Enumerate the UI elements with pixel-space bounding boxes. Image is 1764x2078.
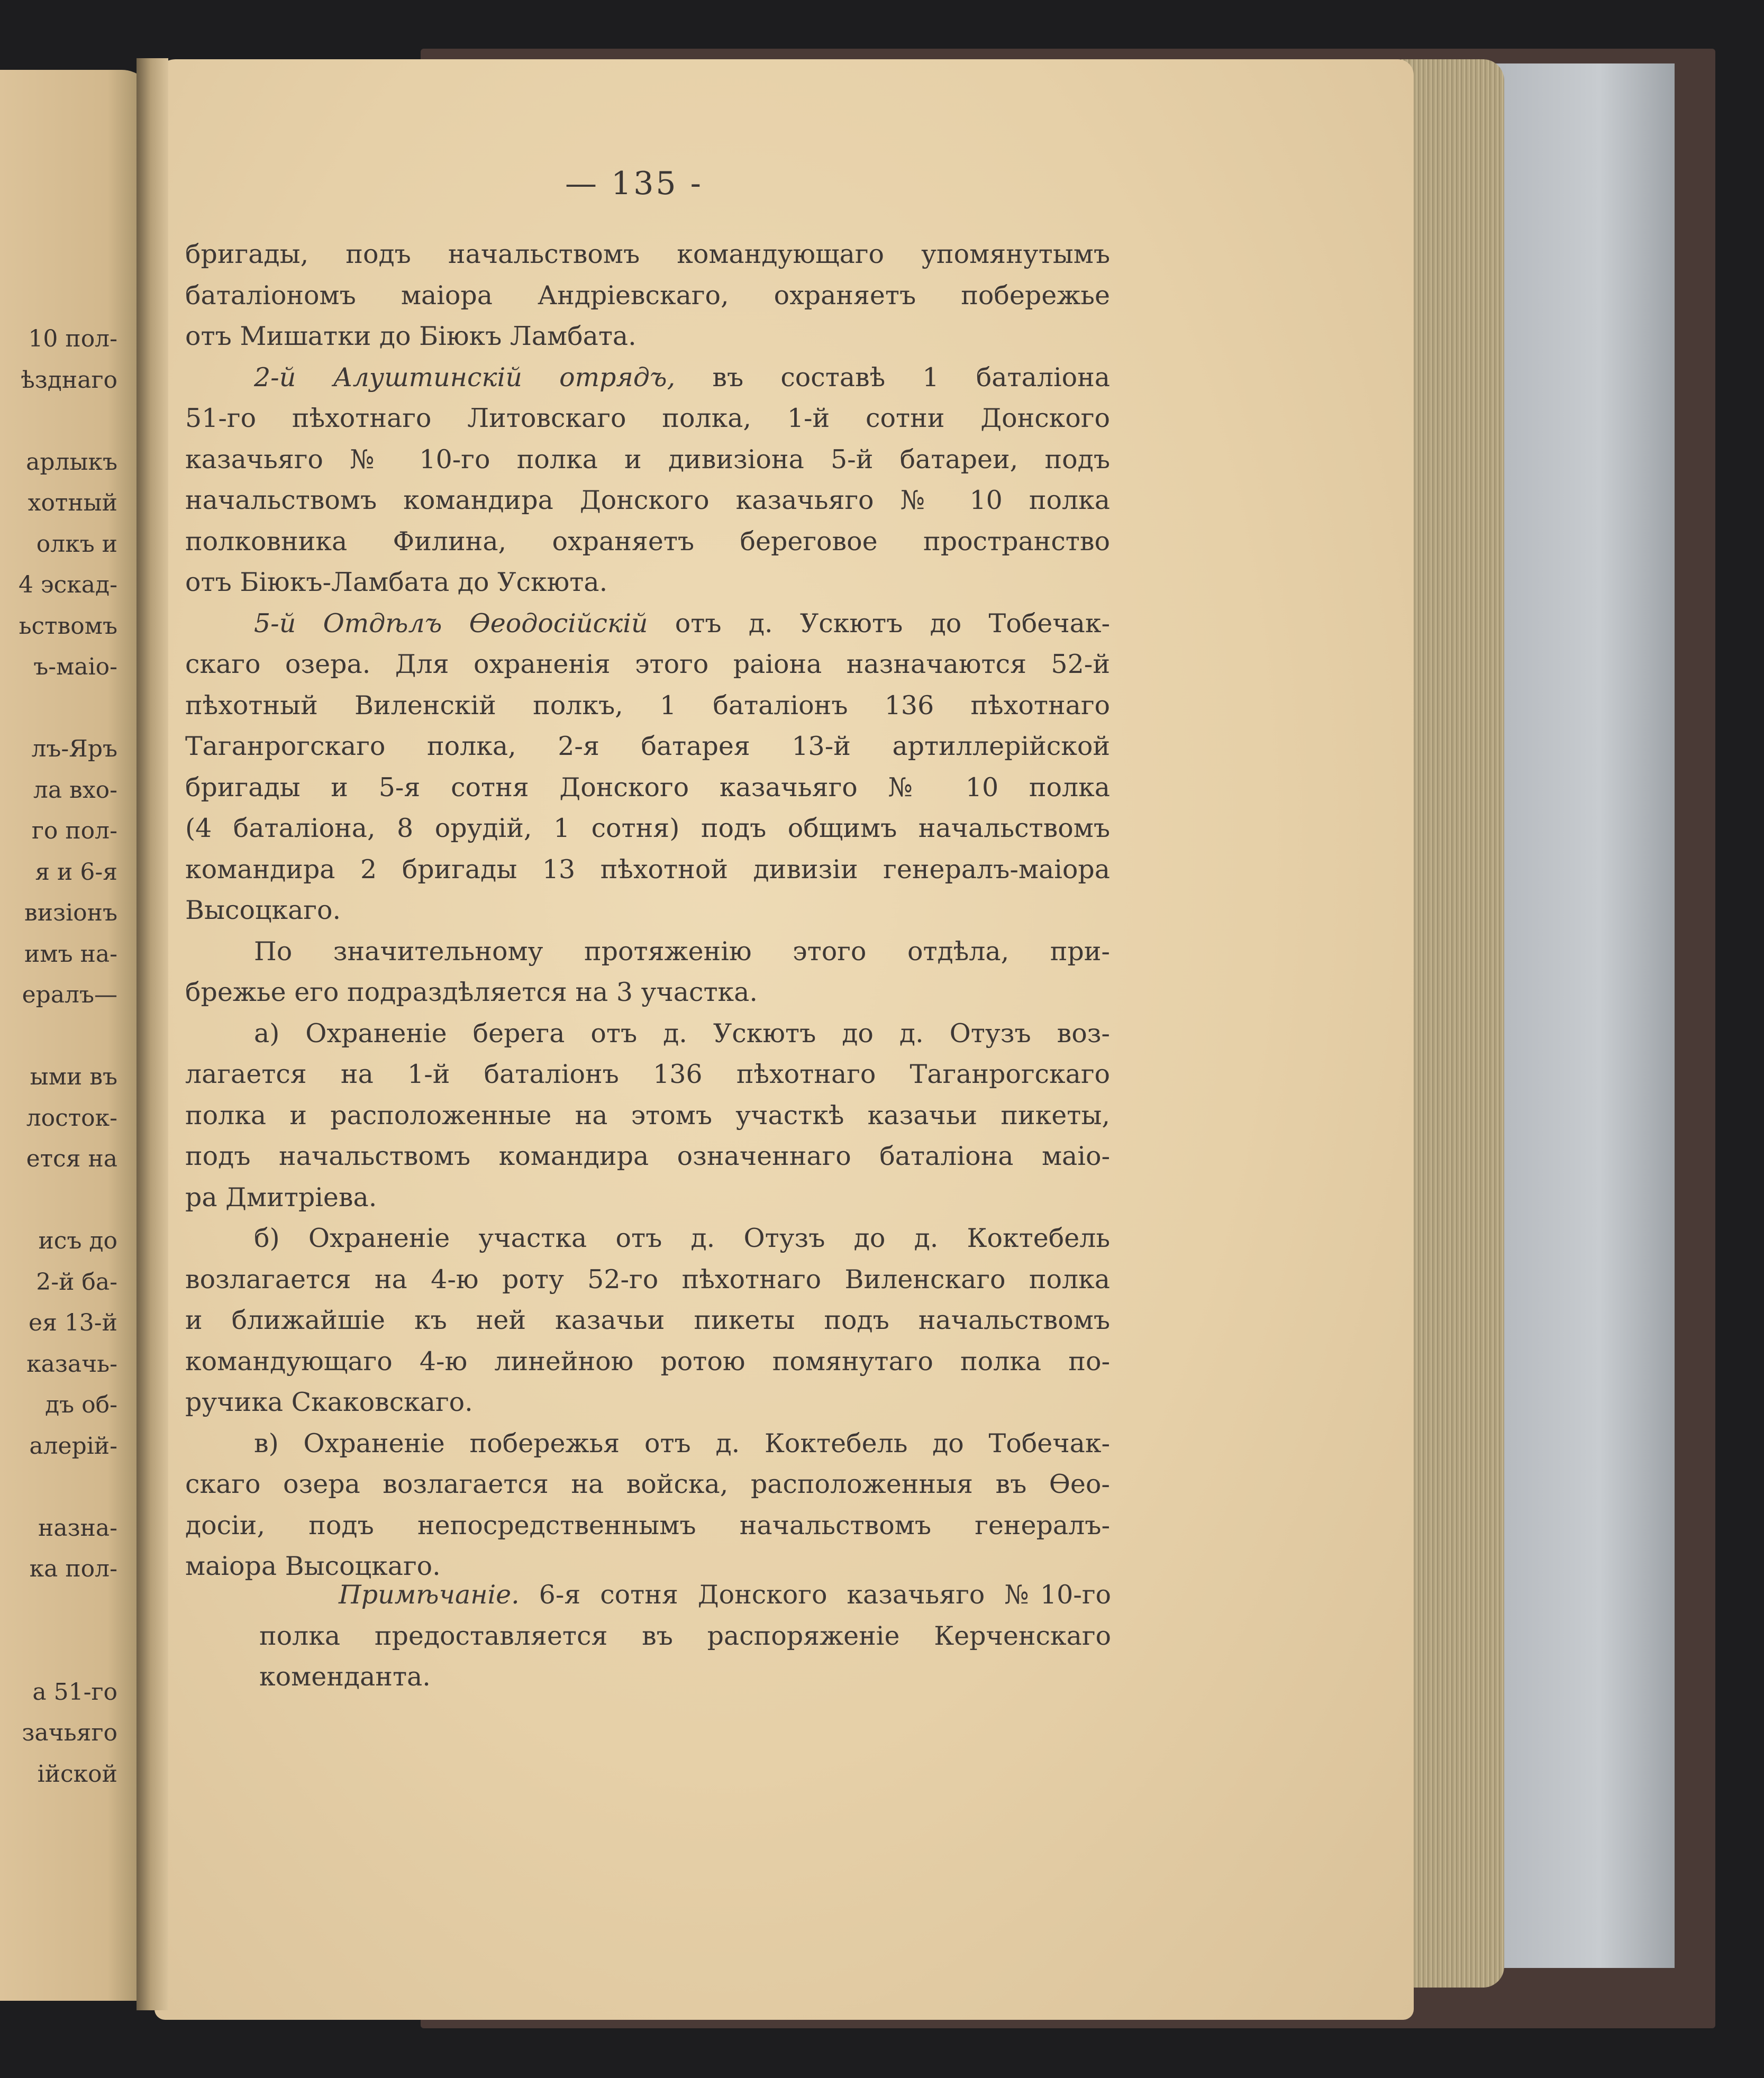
left-page-line: ла вхо- xyxy=(33,776,117,804)
left-page-line: ыми въ xyxy=(30,1063,117,1090)
text-line: ра Дмитріева. xyxy=(185,1182,377,1213)
left-page-line: визіонъ xyxy=(24,899,117,926)
text-line: По значительному протяженію этого отдѣла, при- xyxy=(254,936,1110,967)
left-page-line: ъ-маіо- xyxy=(33,653,117,680)
text-line: полка и расположенные на этомъ участкѣ казачьи пикеты, xyxy=(185,1100,1110,1131)
left-page-line: ка пол- xyxy=(29,1555,117,1582)
text-line: лагается на 1-й баталіонъ 136 пѣхотнаго Таганрогскаго xyxy=(185,1059,1110,1089)
left-page-line: 2-й ба- xyxy=(36,1268,117,1296)
text-line: а) Охраненіе берега отъ д. Ускютъ до д. Отузъ воз- xyxy=(254,1018,1110,1049)
text-line: Высоцкаго. xyxy=(185,895,341,925)
left-page-line: ьствомъ xyxy=(19,612,117,640)
footnote xyxy=(259,1574,1111,1698)
left-page-text xyxy=(0,318,117,1794)
left-page-line: а 51-го xyxy=(32,1678,117,1706)
left-page-line: имъ на- xyxy=(24,940,117,968)
left-page-line: назна- xyxy=(38,1514,117,1542)
text-line: коменданта. xyxy=(259,1662,431,1692)
page-number: — 135 - xyxy=(565,165,703,202)
text-line: полка предоставляется въ распоряженіе Керченскаго xyxy=(259,1620,1111,1651)
left-page-line: ея 13-й xyxy=(29,1309,117,1336)
section-heading: 5-й Отдѣлъ Ѳеодосійскій xyxy=(254,608,648,639)
text-line: ручика Скаковскаго. xyxy=(185,1387,473,1417)
left-page-line: олкъ и xyxy=(36,530,117,558)
text-line: командующаго 4-ю линейною ротою помянутаго полка по- xyxy=(185,1346,1110,1377)
left-page-line: ѣзднаго xyxy=(21,366,117,394)
note-label: Примѣчаніе. xyxy=(339,1580,520,1610)
text-line: баталіономъ маіора Андріевскаго, охраняетъ побережье xyxy=(185,280,1110,311)
left-page xyxy=(0,70,153,2001)
text-line: 51-го пѣхотнаго Литовскаго полка, 1-й сотни Донского xyxy=(185,403,1110,433)
left-page-line: я и 6-я xyxy=(35,858,117,886)
text-line: скаго озера. Для охраненія этого раіона назначаются 52-й xyxy=(185,649,1110,679)
text-line: возлагается на 4-ю роту 52-го пѣхотнаго Виленскаго полка xyxy=(185,1264,1110,1295)
left-page-line xyxy=(0,1630,117,1672)
book-gutter xyxy=(137,58,168,2010)
left-page-line: алерій- xyxy=(29,1432,117,1460)
left-page-line xyxy=(0,1180,117,1221)
text-line: б) Охраненіе участка отъ д. Отузъ до д. Коктебель xyxy=(254,1223,1110,1253)
left-page-line: ералъ— xyxy=(22,981,117,1008)
left-page-line: исъ до xyxy=(38,1227,117,1254)
left-page-line xyxy=(0,1016,117,1057)
text-line: скаго озера возлагается на войска, расположенныя въ Ѳео- xyxy=(185,1469,1110,1499)
text-line: и ближайшіе къ ней казачьи пикеты подъ начальствомъ xyxy=(185,1305,1110,1335)
text-line: (4 баталіона, 8 орудій, 1 сотня) подъ общимъ начальствомъ xyxy=(185,813,1110,843)
text-line: бригады и 5-я сотня Донского казачьяго № 10 полка xyxy=(185,772,1110,803)
text-line: 2-й Алуштинскій отрядъ, въ составѣ 1 баталіона xyxy=(254,362,1110,393)
left-page-line: ется на xyxy=(26,1145,117,1172)
section-heading: 2-й Алуштинскій отрядъ, xyxy=(254,362,676,393)
text-line: полковника Филина, охраняетъ береговое пространство xyxy=(185,526,1110,557)
text-line: в) Охраненіе побережья отъ д. Коктебель до Тобечак- xyxy=(254,1428,1110,1459)
left-page-line xyxy=(0,1466,117,1508)
left-page-line: 10 пол- xyxy=(28,325,117,352)
left-page-line xyxy=(0,400,117,442)
left-page-line: ійской xyxy=(37,1760,117,1788)
text-line: отъ Мишатки до Біюкъ Ламбата. xyxy=(185,321,637,351)
text-line: подъ начальствомъ командира означеннаго баталіона маіо- xyxy=(185,1141,1110,1171)
left-page-line xyxy=(0,1590,117,1631)
left-page-line: лосток- xyxy=(26,1104,117,1132)
left-page-line: 4 эскад- xyxy=(19,571,117,598)
page-body xyxy=(185,234,1110,1587)
text-line: 5-й Отдѣлъ Ѳеодосійскій отъ д. Ускютъ до Тобечак- xyxy=(254,608,1110,639)
left-page-line: дъ об- xyxy=(45,1391,117,1418)
left-page-line: казачь- xyxy=(26,1350,117,1378)
text-line: бригады, подъ начальствомъ командующаго упомянутымъ xyxy=(185,239,1110,269)
left-page-line: хотный xyxy=(28,489,117,516)
text-line: досіи, подъ непосредственнымъ начальствомъ генералъ- xyxy=(185,1510,1110,1541)
page-edges xyxy=(1401,59,1504,1988)
left-page-line: лъ-Яръ xyxy=(31,735,117,762)
book-cover-edge xyxy=(1487,63,1675,1968)
text-line: начальствомъ командира Донского казачьяго № 10 полка xyxy=(185,485,1110,515)
left-page-line: зачьяго xyxy=(22,1719,117,1746)
text-line: Таганрогскаго полка, 2-я батарея 13-й артиллерійской xyxy=(185,731,1110,761)
text-line: брежье его подраздѣляется на 3 участка. xyxy=(185,977,758,1007)
text-line: отъ Біюкъ-Ламбата до Ускюта. xyxy=(185,567,608,597)
text-line: маіора Высоцкаго. xyxy=(185,1551,441,1581)
left-page-line xyxy=(0,688,117,729)
left-page-line: арлыкъ xyxy=(26,448,117,476)
left-page-line: го пол- xyxy=(31,817,117,844)
text-line: командира 2 бригады 13 пѣхотной дивизіи генералъ-маіора xyxy=(185,854,1110,885)
text-line: пѣхотный Виленскій полкъ, 1 баталіонъ 136 пѣхотнаго xyxy=(185,690,1110,721)
text-line: Примѣчаніе. 6-я сотня Донского казачьяго №10-го xyxy=(339,1580,1111,1610)
text-line: казачьяго № 10-го полка и дивизіона 5-й батареи, подъ xyxy=(185,444,1110,475)
